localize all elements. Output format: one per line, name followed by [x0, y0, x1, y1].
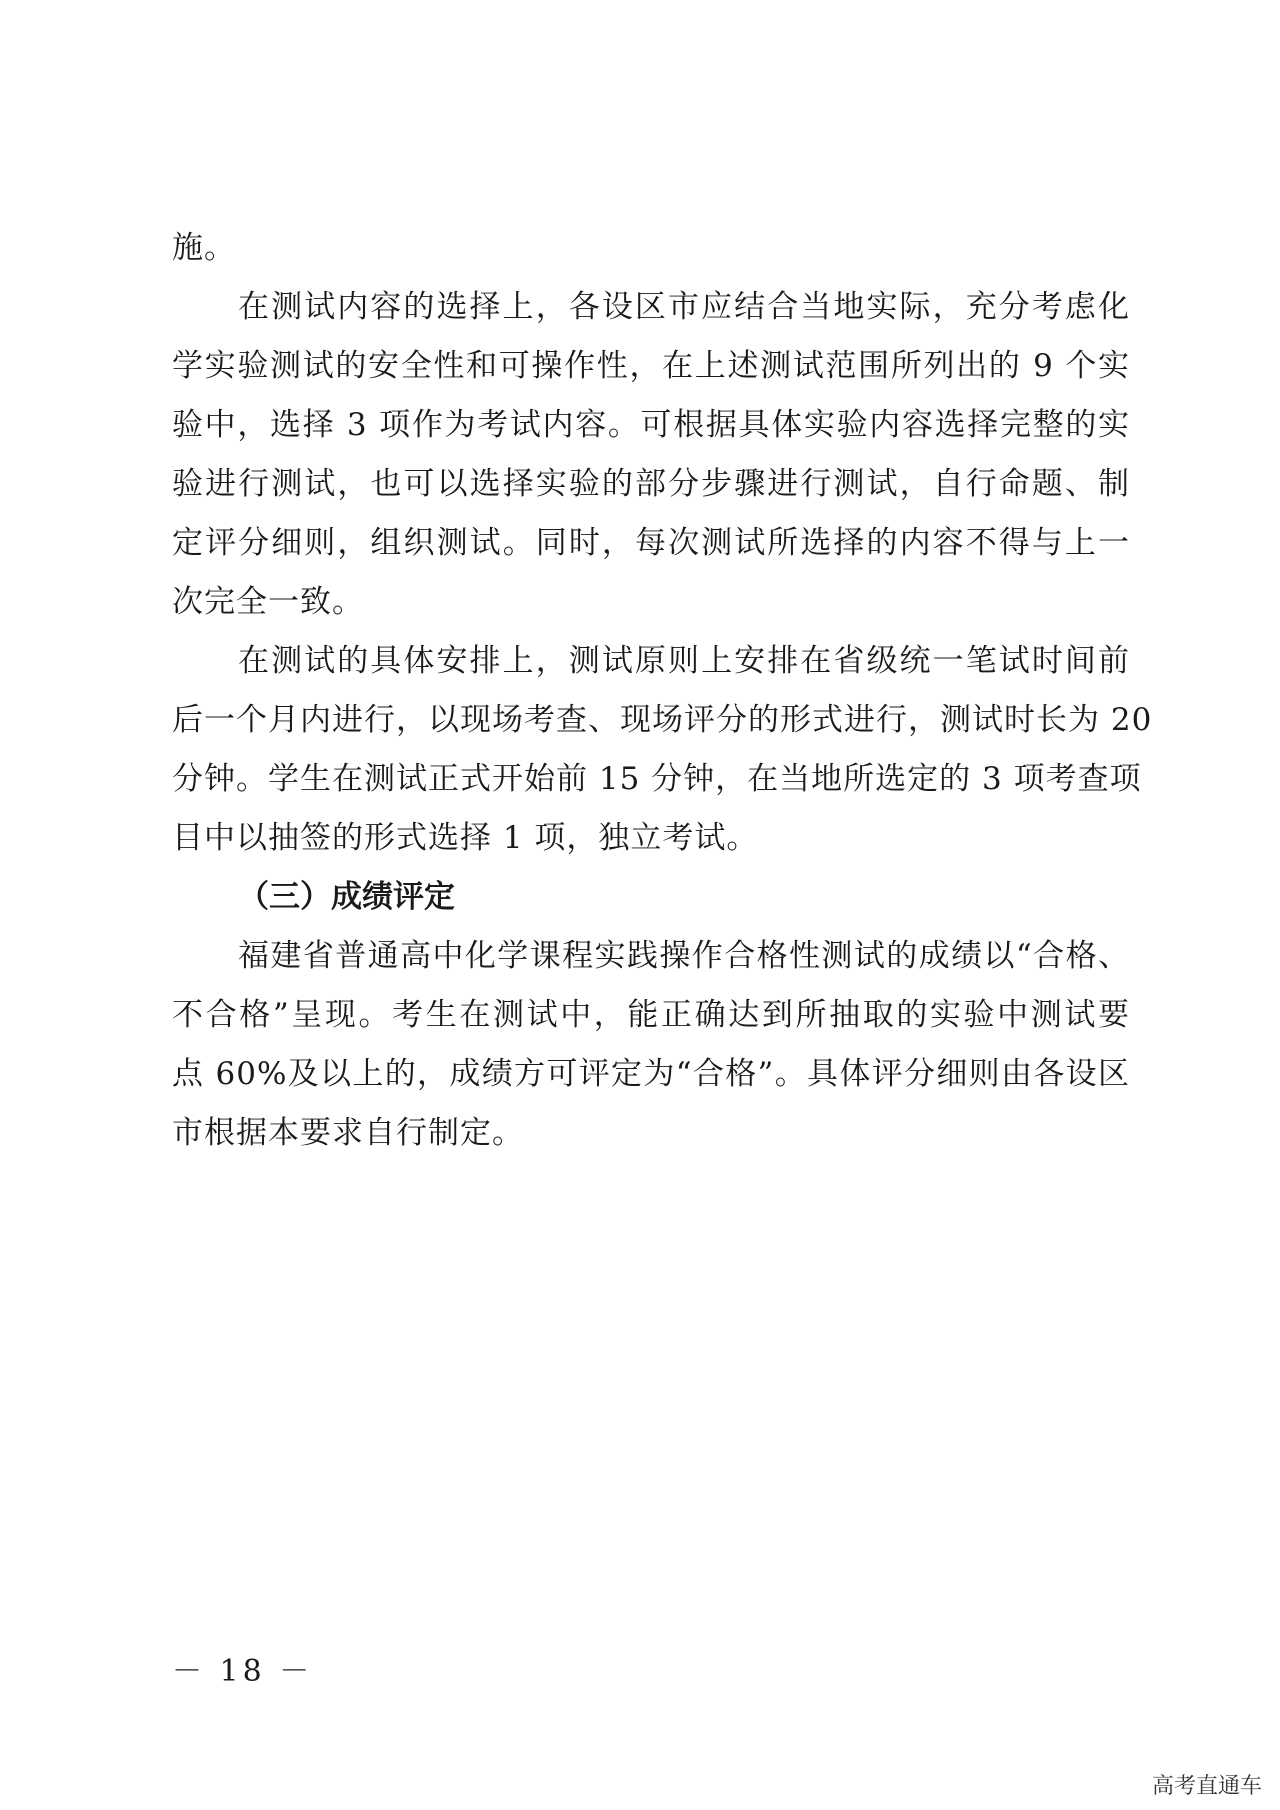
paragraph-line: 验中，选择 3 项作为考试内容。可根据具体实验内容选择完整的实 [172, 407, 1130, 443]
paragraph-line: 次完全一致。 [172, 584, 364, 620]
paragraph-line: 点 60%及以上的，成绩方可评定为“合格”。具体评分细则由各设区 [172, 1056, 1130, 1092]
paragraph-line: 定评分细则，组织测试。同时，每次测试所选择的内容不得与上一 [172, 525, 1130, 561]
paragraph-line: 验进行测试，也可以选择实验的部分步骤进行测试，自行命题、制 [172, 466, 1130, 502]
paragraph-line: 不合格”呈现。考生在测试中，能正确达到所抽取的实验中测试要 [172, 997, 1130, 1033]
section-heading: （三）成绩评定 [238, 879, 455, 915]
paragraph-line: 分钟。学生在测试正式开始前 15 分钟，在当地所选定的 3 项考查项 [172, 761, 1142, 797]
paragraph-line: 学实验测试的安全性和可操作性，在上述测试范围所列出的 9 个实 [172, 348, 1130, 384]
watermark-text: 高考直通车 [1151, 1774, 1262, 1799]
page-number: － 18 － [172, 1654, 314, 1689]
paragraph-line: 福建省普通高中化学课程实践操作合格性测试的成绩以“合格、 [238, 938, 1130, 974]
paragraph-line: 施。 [172, 230, 236, 266]
paragraph-line: 市根据本要求自行制定。 [172, 1115, 524, 1151]
paragraph-line: 在测试内容的选择上，各设区市应结合当地实际，充分考虑化 [238, 289, 1130, 325]
paragraph-line: 目中以抽签的形式选择 1 项，独立考试。 [172, 820, 759, 856]
paragraph-line: 在测试的具体安排上，测试原则上安排在省级统一笔试时间前 [238, 643, 1130, 679]
paragraph-line: 后一个月内进行，以现场考查、现场评分的形式进行，测试时长为 20 [172, 702, 1153, 738]
